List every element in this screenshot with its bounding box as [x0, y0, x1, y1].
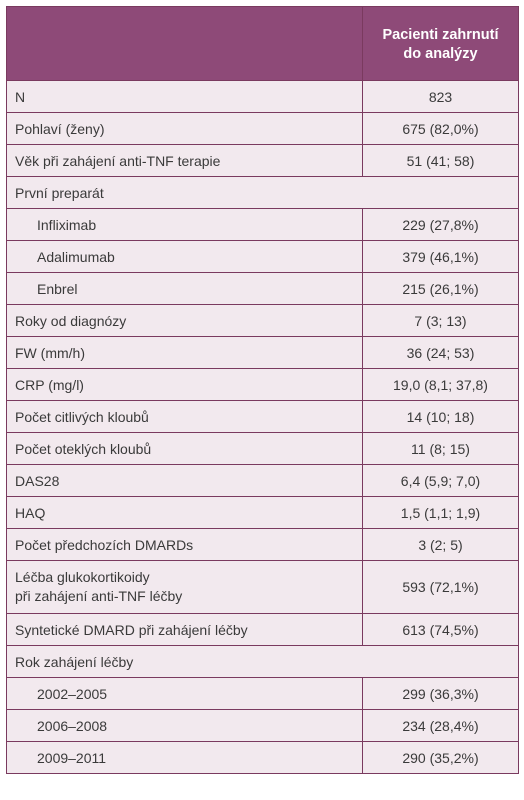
- row-value: 290 (35,2%): [363, 742, 519, 774]
- table-row: [7, 81, 519, 113]
- table-row: [7, 401, 519, 433]
- row-label: Počet oteklých kloubů: [7, 433, 363, 465]
- row-value: 19,0 (8,1; 37,8): [363, 369, 519, 401]
- row-value: 234 (28,4%): [363, 710, 519, 742]
- row-label: Infliximab: [7, 209, 363, 241]
- row-value: 613 (74,5%): [363, 614, 519, 646]
- data-table-container: [6, 6, 518, 774]
- row-label: FW (mm/h): [7, 337, 363, 369]
- row-value: 51 (41; 58): [363, 145, 519, 177]
- table-row: [7, 337, 519, 369]
- table-row: [7, 241, 519, 273]
- row-value: 6,4 (5,9; 7,0): [363, 465, 519, 497]
- header-line-2: do analýzy: [403, 45, 478, 62]
- section-label: První preparát: [7, 177, 519, 209]
- row-label: HAQ: [7, 497, 363, 529]
- header-empty-cell: [7, 7, 363, 81]
- row-value: 379 (46,1%): [363, 241, 519, 273]
- patient-characteristics-table: [6, 6, 519, 774]
- row-label: 2002–2005: [7, 678, 363, 710]
- table-row: [7, 209, 519, 241]
- row-label: N: [7, 81, 363, 113]
- row-label: Počet předchozích DMARDs: [7, 529, 363, 561]
- row-value: 1,5 (1,1; 1,9): [363, 497, 519, 529]
- table-row: [7, 561, 519, 614]
- row-label: Roky od diagnózy: [7, 305, 363, 337]
- row-label: CRP (mg/l): [7, 369, 363, 401]
- header-column-label: [363, 7, 519, 81]
- table-row: [7, 497, 519, 529]
- row-label: Věk při zahájení anti-TNF terapie: [7, 145, 363, 177]
- table-row: [7, 433, 519, 465]
- row-value: 593 (72,1%): [363, 561, 519, 614]
- section-label: Rok zahájení léčby: [7, 646, 519, 678]
- row-label-line-2: při zahájení anti-TNF léčby: [15, 588, 183, 604]
- row-value: 3 (2; 5): [363, 529, 519, 561]
- table-row: [7, 529, 519, 561]
- table-row: [7, 742, 519, 774]
- row-label: 2006–2008: [7, 710, 363, 742]
- row-label: Enbrel: [7, 273, 363, 305]
- table-header-row: [7, 7, 519, 81]
- table-row: [7, 305, 519, 337]
- row-label: Syntetické DMARD při zahájení léčby: [7, 614, 363, 646]
- header-line-1: Pacienti zahrnutí: [382, 26, 499, 43]
- row-value: 11 (8; 15): [363, 433, 519, 465]
- row-value: 14 (10; 18): [363, 401, 519, 433]
- row-label: Pohlaví (ženy): [7, 113, 363, 145]
- table-row: [7, 145, 519, 177]
- row-value: 229 (27,8%): [363, 209, 519, 241]
- row-value: 215 (26,1%): [363, 273, 519, 305]
- row-value: 675 (82,0%): [363, 113, 519, 145]
- row-value: 7 (3; 13): [363, 305, 519, 337]
- table-row: [7, 710, 519, 742]
- table-row: [7, 465, 519, 497]
- table-section-row: [7, 646, 519, 678]
- table-row: [7, 614, 519, 646]
- table-row: [7, 113, 519, 145]
- row-value: 36 (24; 53): [363, 337, 519, 369]
- row-label: 2009–2011: [7, 742, 363, 774]
- row-label: Adalimumab: [7, 241, 363, 273]
- table-row: [7, 678, 519, 710]
- row-label: Počet citlivých kloubů: [7, 401, 363, 433]
- row-label: DAS28: [7, 465, 363, 497]
- row-label: [7, 561, 363, 614]
- table-row: [7, 369, 519, 401]
- row-value: 299 (36,3%): [363, 678, 519, 710]
- row-value: 823: [363, 81, 519, 113]
- table-row: [7, 273, 519, 305]
- row-label-line-1: Léčba glukokortikoidy: [15, 569, 150, 585]
- table-section-row: [7, 177, 519, 209]
